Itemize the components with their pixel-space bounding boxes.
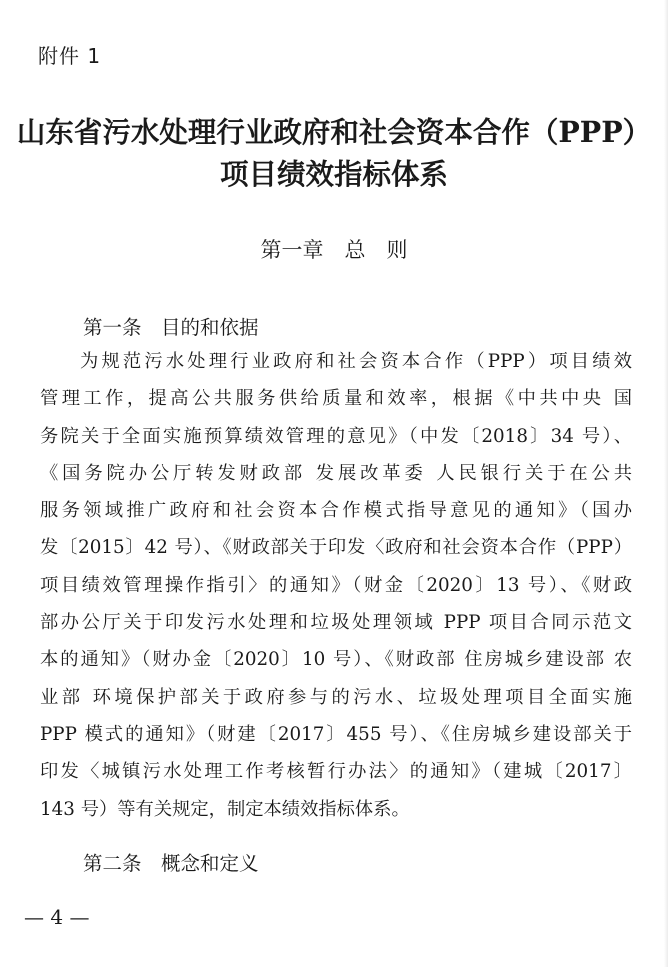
paragraph-line: 本的通知》（财办金〔2020〕10 号）、《财政部 住房城乡建设部 农 [40,649,632,671]
paragraph-line: 项目绩效管理操作指引〉的通知》（财金〔2020〕13 号）、《财政 [40,574,632,596]
attachment-label: 附件 1 [38,44,102,68]
paragraph-line: 服务领域推广政府和社会资本合作模式指导意见的通知》（国办 [40,500,632,522]
paragraph-line: 印发〈城镇污水处理工作考核暂行办法〉的通知》（建城〔2017〕 [40,761,632,783]
page-edge-divider [664,0,668,967]
paragraph-line: 业部 环境保护部关于政府参与的污水、垃圾处理项目全面实施 [40,686,632,708]
article-1-heading: 第一条 目的和依据 [83,316,259,339]
paragraph-line: 务院关于全面实施预算绩效管理的意见》（中发〔2018〕34 号）、 [40,425,632,447]
paragraph-line: 管理工作，提高公共服务供给质量和效率，根据《中共中央 国 [40,388,632,410]
paragraph-line: 部办公厅关于印发污水处理和垃圾处理领域 PPP 项目合同示范文 [40,612,632,634]
paragraph-line: 《国务院办公厅转发财政部 发展改革委 人民银行关于在公共 [40,462,632,484]
paragraph-line: PPP 模式的通知》（财建〔2017〕455 号）、《住房城乡建设部关于 [40,723,632,745]
document-title-line-2: 项目绩效指标体系 [219,157,448,191]
article-1-paragraph [40,343,632,828]
chapter-heading: 第一章 总 则 [260,238,408,262]
paragraph-line: 为规范污水处理行业政府和社会资本合作（PPP）项目绩效 [80,351,632,372]
paragraph-line: 发〔2015〕42 号）、《财政部关于印发〈政府和社会资本合作（PPP） [40,537,632,559]
page-number: — 4 — [24,905,90,929]
document-title-line-1: 山东省污水处理行业政府和社会资本合作（PPP） [16,115,652,149]
paragraph-line: 143 号）等有关规定，制定本绩效指标体系。 [40,798,410,820]
article-2-heading: 第二条 概念和定义 [83,852,259,875]
